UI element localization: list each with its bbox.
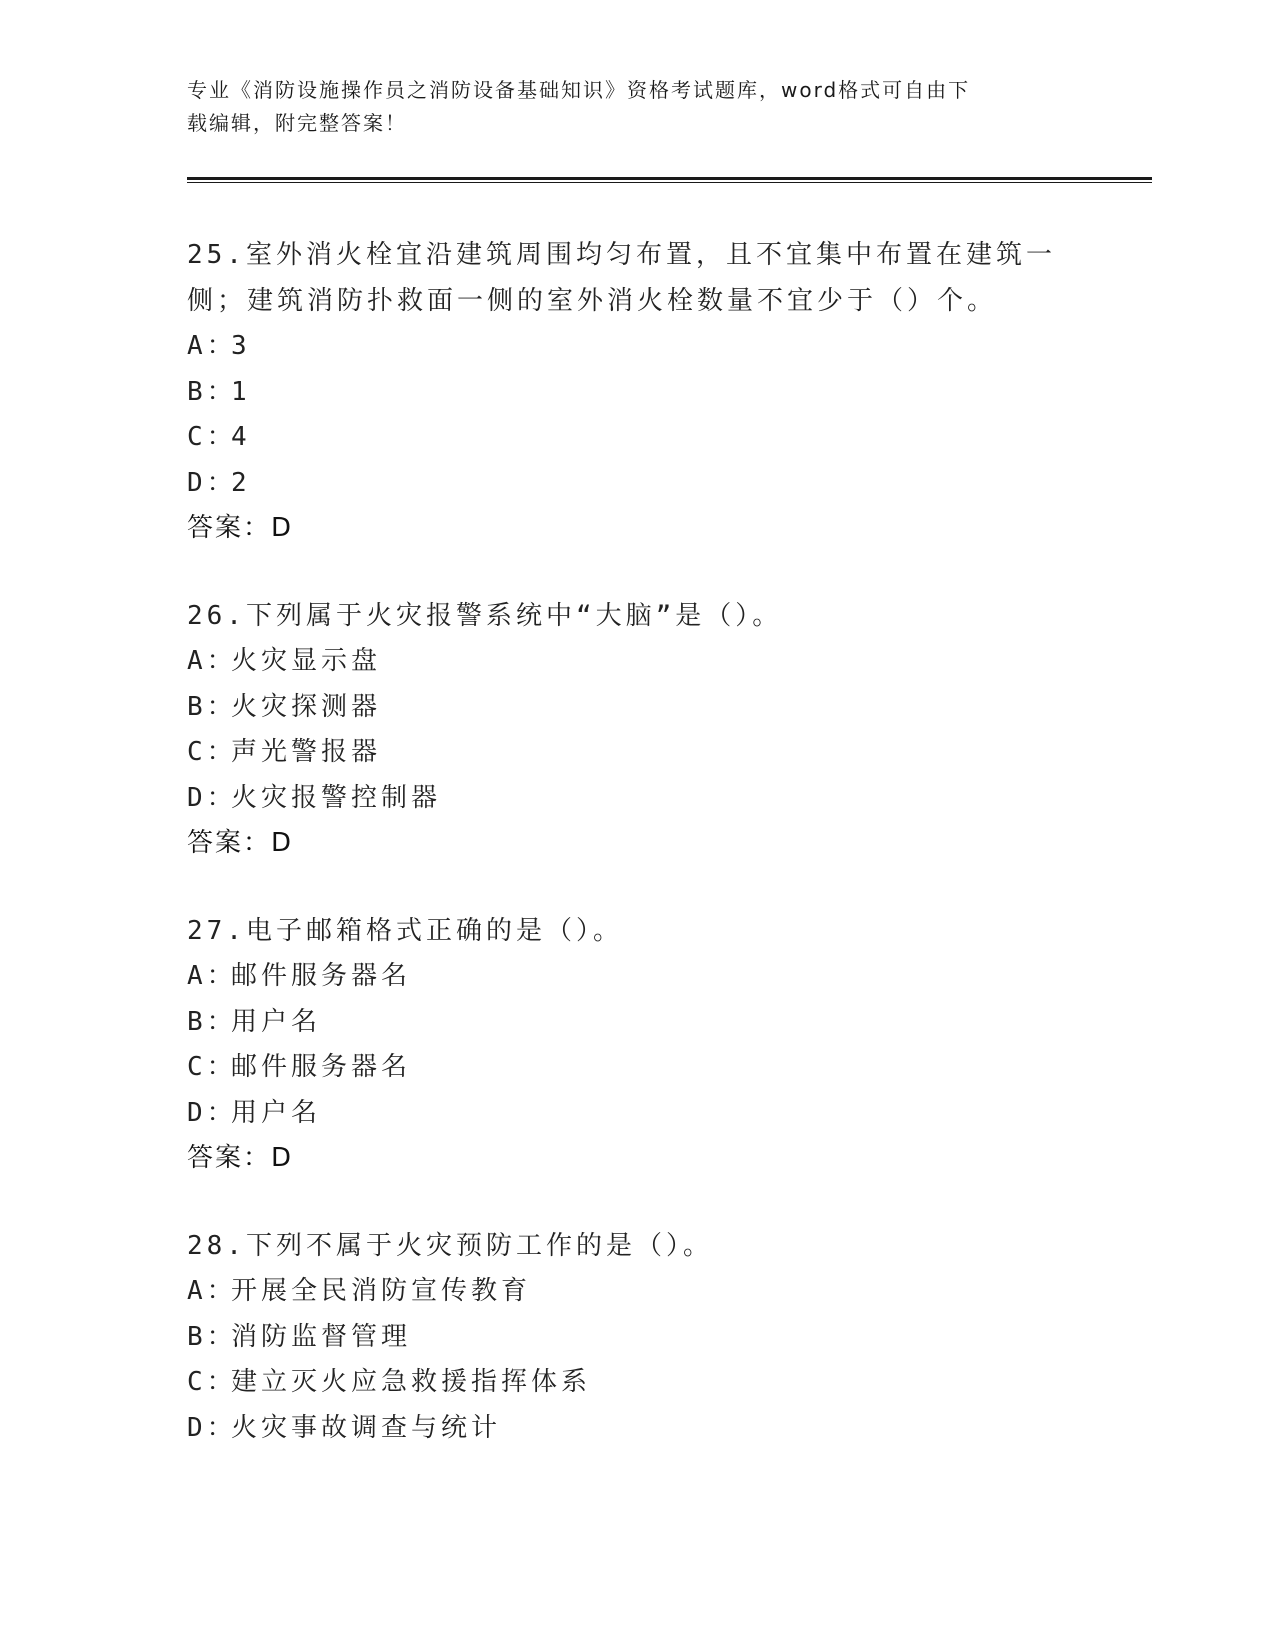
question-stem: 28.下列不属于火灾预防工作的是（）。 [187, 1231, 713, 1261]
option-text: 火灾探测器 [231, 691, 382, 722]
option-b [187, 1315, 1087, 1361]
question-stem: 27.电子邮箱格式正确的是（）。 [187, 916, 623, 946]
option-text: 消防监督管理 [231, 1321, 412, 1352]
option-text: 建立灭火应急救援指挥体系 [231, 1367, 592, 1397]
option-text: 开展全民消防宣传教育 [231, 1276, 532, 1306]
option-text: 3 [231, 331, 251, 361]
option-d [187, 1091, 1087, 1137]
option-c [187, 730, 1087, 776]
option-key: C： [187, 422, 237, 452]
answer-line: 答案：D [187, 513, 294, 543]
option-text: 火灾报警控制器 [231, 782, 442, 813]
header-line-2: 载编辑，附完整答案！ [187, 111, 407, 135]
option-key: A： [187, 1276, 237, 1306]
option-c [187, 1360, 1087, 1406]
option-key: D： [187, 1412, 237, 1443]
question-stem: 26.下列属于火灾报警系统中“大脑”是（）。 [187, 601, 783, 631]
option-text: 1 [231, 376, 251, 407]
option-a [187, 1269, 1087, 1315]
option-key: A： [187, 646, 237, 676]
option-key: C： [187, 1052, 237, 1082]
option-d [187, 1406, 1087, 1452]
option-b [187, 1000, 1087, 1046]
document-header [187, 74, 1087, 140]
option-c [187, 415, 1087, 461]
header-divider-thick [187, 177, 1152, 180]
option-text: 火灾显示盘 [231, 646, 382, 676]
header-divider-thin [187, 182, 1152, 183]
question-25 [187, 232, 1087, 551]
question-list [187, 232, 1087, 1493]
option-c [187, 1045, 1087, 1091]
option-key: A： [187, 331, 237, 361]
option-b [187, 685, 1087, 731]
question-27 [187, 908, 1087, 1181]
answer-line: 答案：D [187, 828, 294, 858]
option-key: B： [187, 376, 237, 407]
option-key: D： [187, 467, 237, 498]
option-d [187, 776, 1087, 822]
option-text: 邮件服务器名 [231, 1052, 412, 1082]
option-key: B： [187, 691, 237, 722]
question-stem: 25.室外消火栓宜沿建筑周围均匀布置，且不宜集中布置在建筑一侧；建筑消防扑救面一侧的室外消火栓数量不宜少于（）个。 [187, 240, 1056, 316]
question-28 [187, 1223, 1087, 1451]
option-key: C： [187, 737, 237, 767]
option-key: C： [187, 1367, 237, 1397]
option-b [187, 370, 1087, 416]
option-text: 2 [231, 467, 251, 498]
answer-line: 答案：D [187, 1143, 294, 1173]
option-a [187, 639, 1087, 685]
header-line-1: 专业《消防设施操作员之消防设备基础知识》资格考试题库，word格式可自由下 [187, 78, 971, 102]
option-a [187, 324, 1087, 370]
option-d [187, 461, 1087, 507]
option-key: B： [187, 1321, 237, 1352]
question-26 [187, 593, 1087, 866]
option-text: 邮件服务器名 [231, 961, 412, 991]
option-text: 用户名 [231, 1006, 322, 1037]
option-key: D： [187, 1097, 237, 1128]
option-key: B： [187, 1006, 237, 1037]
option-key: A： [187, 961, 237, 991]
option-text: 用户名 [231, 1097, 322, 1128]
option-text: 火灾事故调查与统计 [231, 1412, 502, 1443]
option-text: 4 [231, 422, 251, 452]
option-key: D： [187, 782, 237, 813]
option-a [187, 954, 1087, 1000]
option-text: 声光警报器 [231, 737, 382, 767]
